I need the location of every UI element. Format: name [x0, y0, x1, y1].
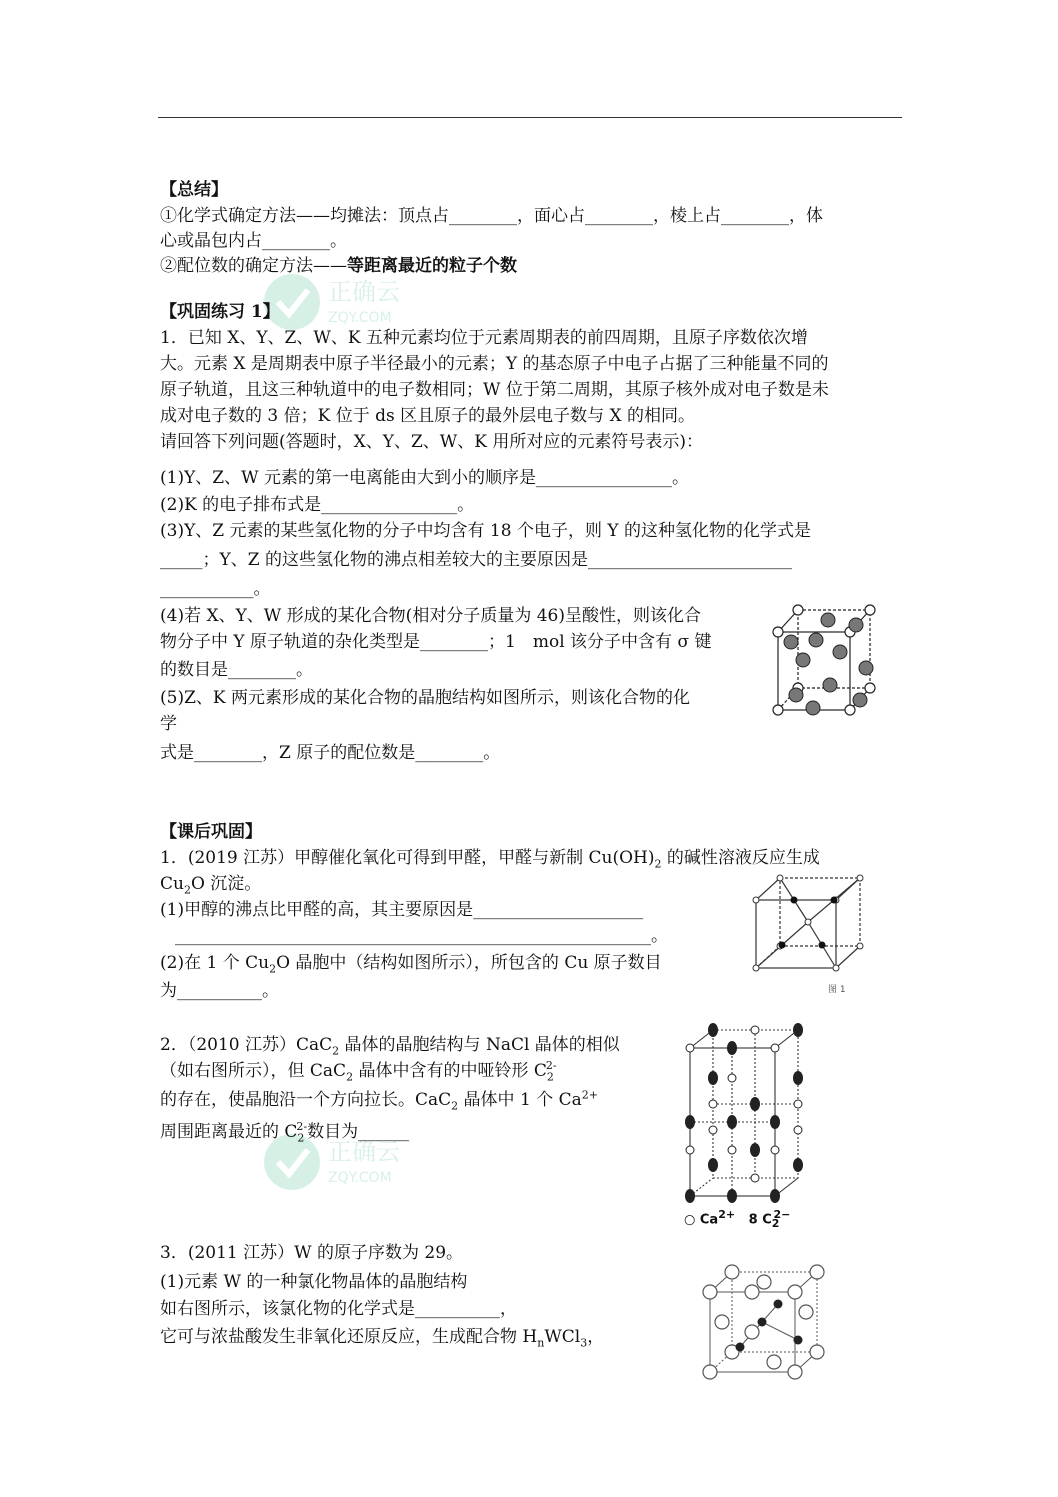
practice-q2: (2)K 的电子排布式是________________。: [160, 495, 475, 515]
after-p1-line-c: (1)甲醇的沸点比甲醛的高，其主要原因是____________________: [160, 900, 644, 920]
after-p1-a-sub: 2: [654, 857, 662, 871]
figure-caption: 图 1: [828, 985, 846, 995]
legend-c2-icon: 8: [748, 1212, 758, 1228]
practice-q4-b: 物分子中 Y 原子轨道的杂化类型是________；1 mol 该分子中含有 σ 键: [160, 632, 712, 652]
after-p1-e-post: O 晶胞中（结构如图所示），所包含的 Cu 原子数目: [276, 953, 662, 973]
svg-text:正确云: 正确云: [328, 1138, 400, 1166]
practice-heading: 【巩固练习 1】: [160, 302, 280, 322]
after-p1-line-e: [160, 948, 662, 975]
after-p3-d-end: ，: [587, 1327, 605, 1347]
after-p2-a-pre: 2．（2010 江苏）CaC: [160, 1035, 333, 1055]
svg-text:ZQY.COM: ZQY.COM: [328, 1170, 392, 1186]
after-p2-line-b: [160, 1056, 557, 1083]
after-p2-d-sub: 2: [297, 1131, 305, 1145]
after-p1-a-pre: 1．(2019 江苏）甲醇催化氧化可得到甲醛，甲醛与新制 Cu(OH): [160, 848, 655, 868]
summary-line-3-b: 等距离最近的粒子个数: [347, 256, 517, 276]
after-p1-line-f: 为__________。: [160, 981, 279, 1001]
after-p2-b-sub: 2: [346, 1070, 354, 1084]
practice-line-5: 请回答下列问题(答题时，X、Y、Z、W、K 用所对应的元素符号表示)：: [160, 432, 703, 452]
svg-text:正确云: 正确云: [328, 278, 400, 306]
practice-q5-a: (5)Z、K 两元素形成的某化合物的晶胞结构如图所示，则该化合物的化: [160, 688, 690, 708]
practice-q1: (1)Y、Z、W 元素的第一电离能由大到小的顺序是________________。: [160, 468, 689, 488]
after-p2-b-sup: 2-: [545, 1059, 557, 1073]
practice-q5-b: 学: [160, 714, 177, 734]
after-p3-line-d: [160, 1322, 604, 1349]
svg-text:ZQY.COM: ZQY.COM: [328, 310, 392, 326]
after-p2-a-post: 晶体的晶胞结构与 NaCl 晶体的相似: [339, 1035, 620, 1055]
legend-c2-sub: 2: [771, 1216, 780, 1230]
header-rule: [158, 117, 902, 118]
legend-ca-icon: ○: [684, 1212, 696, 1228]
practice-q5-c: 式是________，Z 原子的配位数是________。: [160, 743, 501, 763]
summary-line-2: 心或晶包内占________。: [160, 231, 347, 251]
after-p3-line-b: (1)元素 W 的一种氯化物晶体的晶胞结构: [160, 1272, 468, 1292]
practice-line-3: 原子轨道，且这三种轨道中的电子数相同；W 位于第二周期，其原子核外成对电子数是未: [160, 380, 829, 400]
after-p3-line-a: 3．(2011 江苏）W 的原子序数为 29。: [160, 1243, 464, 1263]
practice-q3-c: ___________。: [160, 579, 271, 599]
after-p1-line-a: [160, 843, 820, 870]
after-p1-a-post: 的碱性溶液反应生成: [661, 848, 820, 868]
after-p1-e-sub: 2: [269, 962, 277, 976]
after-p2-c-mid: 晶体中 1 个 Ca: [458, 1090, 582, 1110]
crystal-cell-figure-1: [768, 600, 883, 720]
after-p2-b-pre: （如右图所示），但 CaC: [160, 1061, 347, 1081]
after-p3-d-post: WCl: [544, 1327, 581, 1347]
summary-line-3: [160, 251, 517, 276]
after-p2-d-post: 数目为______: [307, 1122, 410, 1142]
after-p1-line-d: ________________________________________________________。: [175, 926, 668, 946]
after-p2-line-c: [160, 1085, 598, 1112]
legend-ca-sup: 2+: [718, 1208, 736, 1221]
after-p2-c-sub: 2: [451, 1099, 459, 1113]
after-p1-b-sub: 2: [183, 883, 191, 897]
after-p2-b-mid: 晶体中含有的中哑铃形 C: [353, 1061, 547, 1081]
practice-q4-c: 的数目是________。: [160, 660, 313, 680]
practice-line-4: 成对电子数的 3 倍；K 位于 ds 区且原子的最外层电子数与 X 的相同。: [160, 406, 696, 426]
after-p1-line-b: [160, 869, 261, 896]
after-p3-line-c: 如右图所示，该氯化物的化学式是__________，: [160, 1299, 517, 1319]
cac2-legend: [684, 1208, 790, 1230]
after-p1-b-post: O 沉淀。: [190, 874, 262, 894]
cu2o-cell-figure: [748, 870, 873, 995]
practice-q3-a: (3)Y、Z 元素的某些氢化物的分子中均含有 18 个电子，则 Y 的这种氢化物的化学式是: [160, 521, 811, 541]
practice-line-2: 大。元素 X 是周期表中原子半径最小的元素；Y 的基态原子中电子占据了三种能量不同的: [160, 354, 829, 374]
summary-line-1: ①化学式确定方法——均摊法：顶点占________，面心占________，棱上占________，体: [160, 206, 823, 226]
after-p3-d-sub: n: [537, 1336, 545, 1350]
legend-ca-label: Ca: [699, 1212, 719, 1228]
after-p2-d-pre: 周围距离最近的 C: [160, 1122, 298, 1142]
after-p3-d-pre: 它可与浓盐酸发生非氧化还原反应，生成配合物 H: [160, 1327, 538, 1347]
after-p2-line-a: [160, 1030, 620, 1057]
after-p2-c-sup: 2+: [581, 1088, 598, 1102]
practice-line-1: 1．已知 X、Y、Z、W、K 五种元素均位于元素周期表的前四周期，且原子序数依次增: [160, 328, 808, 348]
legend-c2-label: C: [762, 1212, 772, 1228]
after-p2-d-sup: 2-: [296, 1120, 308, 1134]
after-heading: 【课后巩固】: [160, 822, 262, 842]
practice-q4-a: (4)若 X、Y、W 形成的某化合物(相对分子质量为 46)呈酸性，则该化合: [160, 606, 701, 626]
after-p3-d-sub2: 3: [580, 1336, 588, 1350]
cac2-cell-figure: [678, 1020, 808, 1228]
cucl-cell-figure: [700, 1262, 830, 1382]
practice-q3-b: _____；Y、Z 的这些氢化物的沸点相差较大的主要原因是________________________: [160, 550, 792, 570]
after-p1-b-pre: Cu: [160, 874, 184, 894]
after-p2-a-sub: 2: [332, 1044, 340, 1058]
after-p2-c-pre: 的存在，使晶胞沿一个方向拉长。CaC: [160, 1090, 452, 1110]
summary-heading: 【总结】: [160, 180, 228, 200]
after-p2-line-d: [160, 1117, 409, 1144]
legend-c2-sup: 2−: [773, 1208, 791, 1221]
after-p2-b-sub2: 2: [546, 1070, 554, 1084]
after-p1-e-pre: (2)在 1 个 Cu: [160, 953, 270, 973]
summary-line-3-a: ②配位数的确定方法——: [160, 256, 347, 276]
